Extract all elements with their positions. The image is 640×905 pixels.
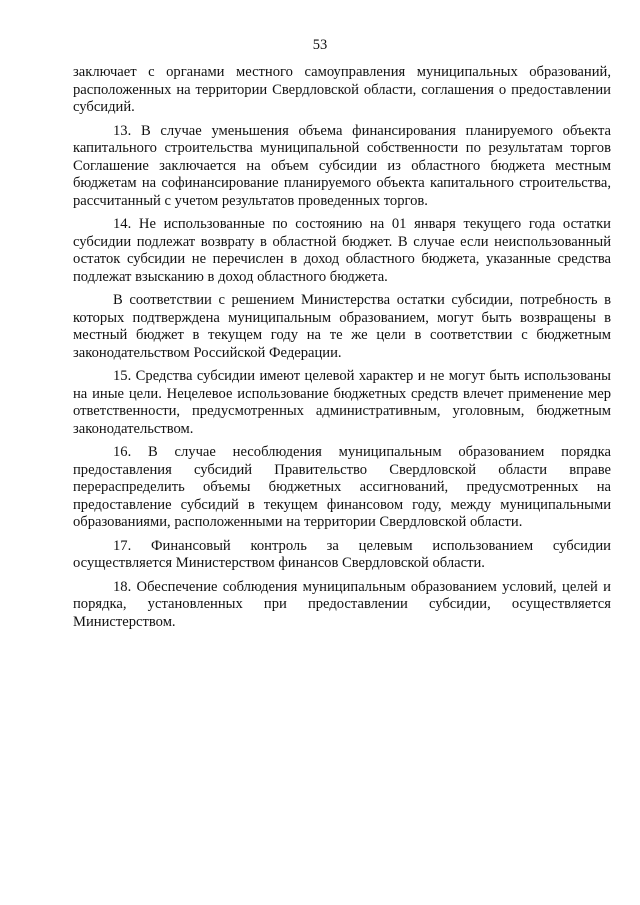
paragraph-15: 15. Средства субсидии имеют целевой характер и не могут быть использованы на иные цели. Нецелевое использование бюджетных средств влечет применение мер ответственности, предусмотренных административным, уголовным, бюджетным законодательством.	[73, 368, 611, 437]
paragraph-14: 14. Не использованные по состоянию на 01 января текущего года остатки субсидии подлежат возврату в областной бюджет. В случае если неиспользованный остаток субсидии не перечислен в доход областного бюджета, указанные средства подлежат взысканию в доход областного бюджета.	[73, 216, 611, 285]
document-body	[73, 64, 611, 631]
paragraph-17: 17. Финансовый контроль за целевым использованием субсидии осуществляется Министерством финансов Свердловской области.	[73, 537, 611, 571]
paragraph-13: 13. В случае уменьшения объема финансирования планируемого объекта капитального строительства муниципальной собственности по результатам торгов Соглашение заключается на объем субсидии из областного бюджета местным бюджетам на софинансирование планируемого объекта капитального строительства, рассчитанный с учетом результатов проведенных торгов.	[73, 122, 611, 209]
paragraph-18: 18. Обеспечение соблюдения муниципальным образованием условий, целей и порядка, установленных при предоставлении субсидии, осуществляется Министерством.	[73, 578, 611, 630]
paragraph-14-continued: В соответствии с решением Министерства остатки субсидии, потребность в которых подтверждена муниципальным образованием, могут быть возвращены в местный бюджет в текущем году на те же цели в соответствии с бюджетным законодательством Российской Федерации.	[73, 292, 611, 361]
paragraph-continuation: заключает с органами местного самоуправления муниципальных образований, расположенных на территории Свердловской области, соглашения о предоставлении субсидий.	[73, 64, 611, 115]
paragraph-16: 16. В случае несоблюдения муниципальным образованием порядка предоставления субсидий Правительство Свердловской области вправе перераспределить объемы бюджетных ассигнований, предусмотренных на предоставление субсидий в текущем финансовом году, между муниципальными образованиями, расположенными на территории Свердловской области.	[73, 444, 611, 530]
page-number: 53	[312, 37, 328, 53]
